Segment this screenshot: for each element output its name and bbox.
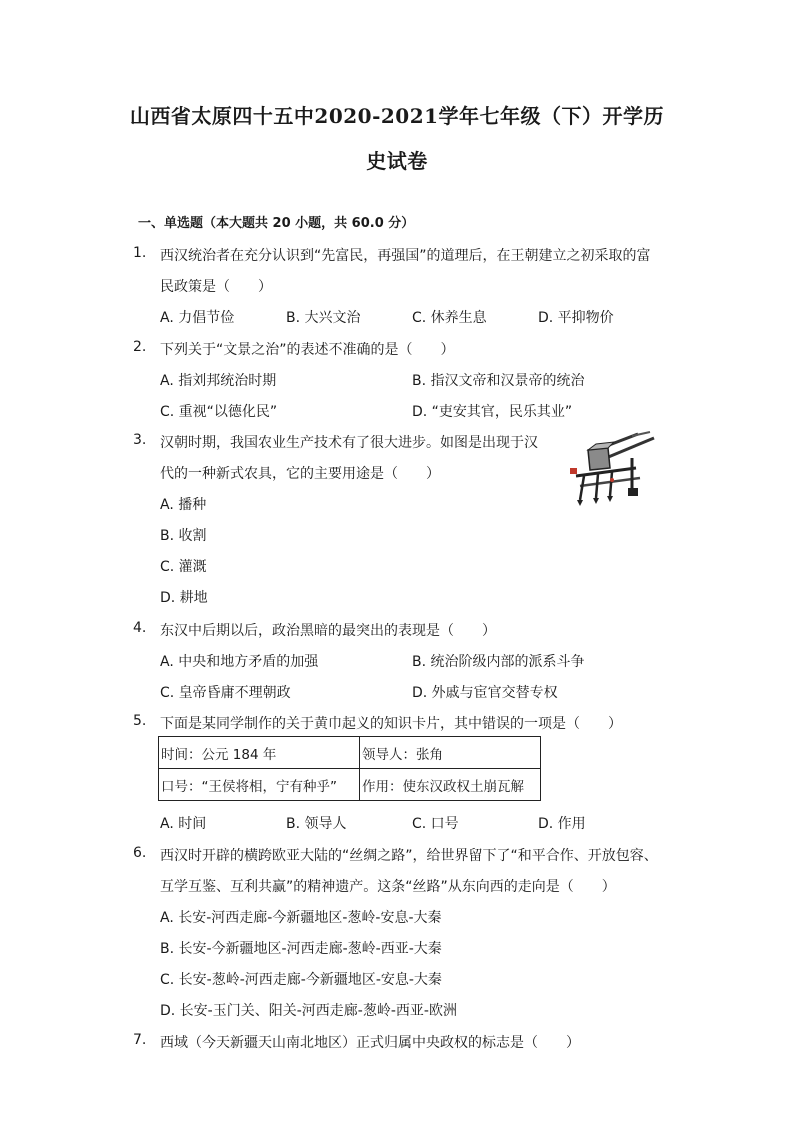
option-a[interactable]: A. 指刘邦统治时期 — [160, 373, 277, 389]
option-a[interactable]: A. 中央和地方矛盾的加强 — [160, 654, 319, 670]
option-b[interactable]: B. 大兴文治 — [286, 310, 361, 326]
option-d[interactable]: D. 平抑物价 — [538, 310, 614, 326]
question-stem: 代的一种新式农具，它的主要用途是（ ） — [160, 466, 440, 482]
exam-title-line1: 山西省太原四十五中2020-2021学年七年级（下）开学历 — [129, 104, 665, 128]
question-number: 2. — [133, 339, 147, 355]
option-d[interactable]: D. 作用 — [538, 816, 586, 832]
question-stem: 下列关于“文景之治”的表述不准确的是（ ） — [160, 342, 455, 358]
option-a[interactable]: A. 力倡节俭 — [160, 310, 235, 326]
option-d[interactable]: D. 外戚与宦官交替专权 — [412, 685, 558, 701]
question-number: 4. — [133, 620, 147, 636]
option-c[interactable]: C. 休养生息 — [412, 310, 487, 326]
table-row — [159, 737, 541, 769]
option-a[interactable]: A. 时间 — [160, 816, 207, 832]
option-a[interactable]: A. 长安-河西走廊-今新疆地区-葱岭-安息-大秦 — [160, 910, 442, 926]
exam-title-line2: 史试卷 — [366, 149, 428, 173]
option-b[interactable]: B. 领导人 — [286, 816, 347, 832]
question-number: 5. — [133, 713, 147, 729]
option-c[interactable]: C. 口号 — [412, 816, 459, 832]
question-number: 1. — [133, 245, 147, 261]
option-c[interactable]: C. 长安-葱岭-河西走廊-今新疆地区-安息-大秦 — [160, 972, 442, 988]
table-row — [159, 769, 541, 801]
question-stem: 西汉统治者在充分认识到“先富民，再强国”的道理后，在王朝建立之初采取的富 — [160, 248, 651, 264]
option-d[interactable]: D. “吏安其官，民乐其业” — [412, 404, 573, 420]
card-cell: 领导人：张角 — [360, 737, 541, 769]
question-stem: 下面是某同学制作的关于黄巾起义的知识卡片，其中错误的一项是（ ） — [160, 716, 622, 732]
option-c[interactable]: C. 重视“以德化民” — [160, 404, 278, 420]
seed-drill-image — [566, 428, 658, 512]
option-d[interactable]: D. 耕地 — [160, 590, 208, 606]
question-stem: 东汉中后期以后，政治黑暗的最突出的表现是（ ） — [160, 623, 496, 639]
card-cell: 作用：使东汉政权土崩瓦解 — [360, 769, 541, 801]
option-c[interactable]: C. 灌溉 — [160, 559, 207, 575]
knowledge-card-table — [158, 736, 541, 801]
option-c[interactable]: C. 皇帝昏庸不理朝政 — [160, 685, 291, 701]
question-stem: 西域（今天新疆天山南北地区）正式归属中央政权的标志是（ ） — [160, 1035, 580, 1051]
question-stem: 互学互鉴、互利共赢”的精神遗产。这条“丝路”从东向西的走向是（ ） — [160, 879, 616, 895]
option-b[interactable]: B. 指汉文帝和汉景帝的统治 — [412, 373, 585, 389]
option-a[interactable]: A. 播种 — [160, 497, 207, 513]
card-cell: 时间：公元 184 年 — [159, 737, 360, 769]
question-number: 3. — [133, 432, 147, 448]
question-stem: 西汉时开辟的横跨欧亚大陆的“丝绸之路”，给世界留下了“和平合作、开放包容、 — [160, 848, 658, 864]
option-b[interactable]: B. 长安-今新疆地区-河西走廊-葱岭-西亚-大秦 — [160, 941, 442, 957]
card-cell: 口号：“王侯将相，宁有种乎” — [159, 769, 360, 801]
option-d[interactable]: D. 长安-玉门关、阳关-河西走廊-葱岭-西亚-欧洲 — [160, 1003, 457, 1019]
section-heading: 一、单选题（本大题共 20 小题，共 60.0 分） — [138, 216, 415, 231]
question-stem: 民政策是（ ） — [160, 279, 272, 295]
option-b[interactable]: B. 收割 — [160, 528, 207, 544]
question-stem: 汉朝时期，我国农业生产技术有了很大进步。如图是出现于汉 — [160, 435, 538, 451]
question-number: 7. — [133, 1032, 147, 1048]
option-b[interactable]: B. 统治阶级内部的派系斗争 — [412, 654, 585, 670]
question-number: 6. — [133, 845, 147, 861]
